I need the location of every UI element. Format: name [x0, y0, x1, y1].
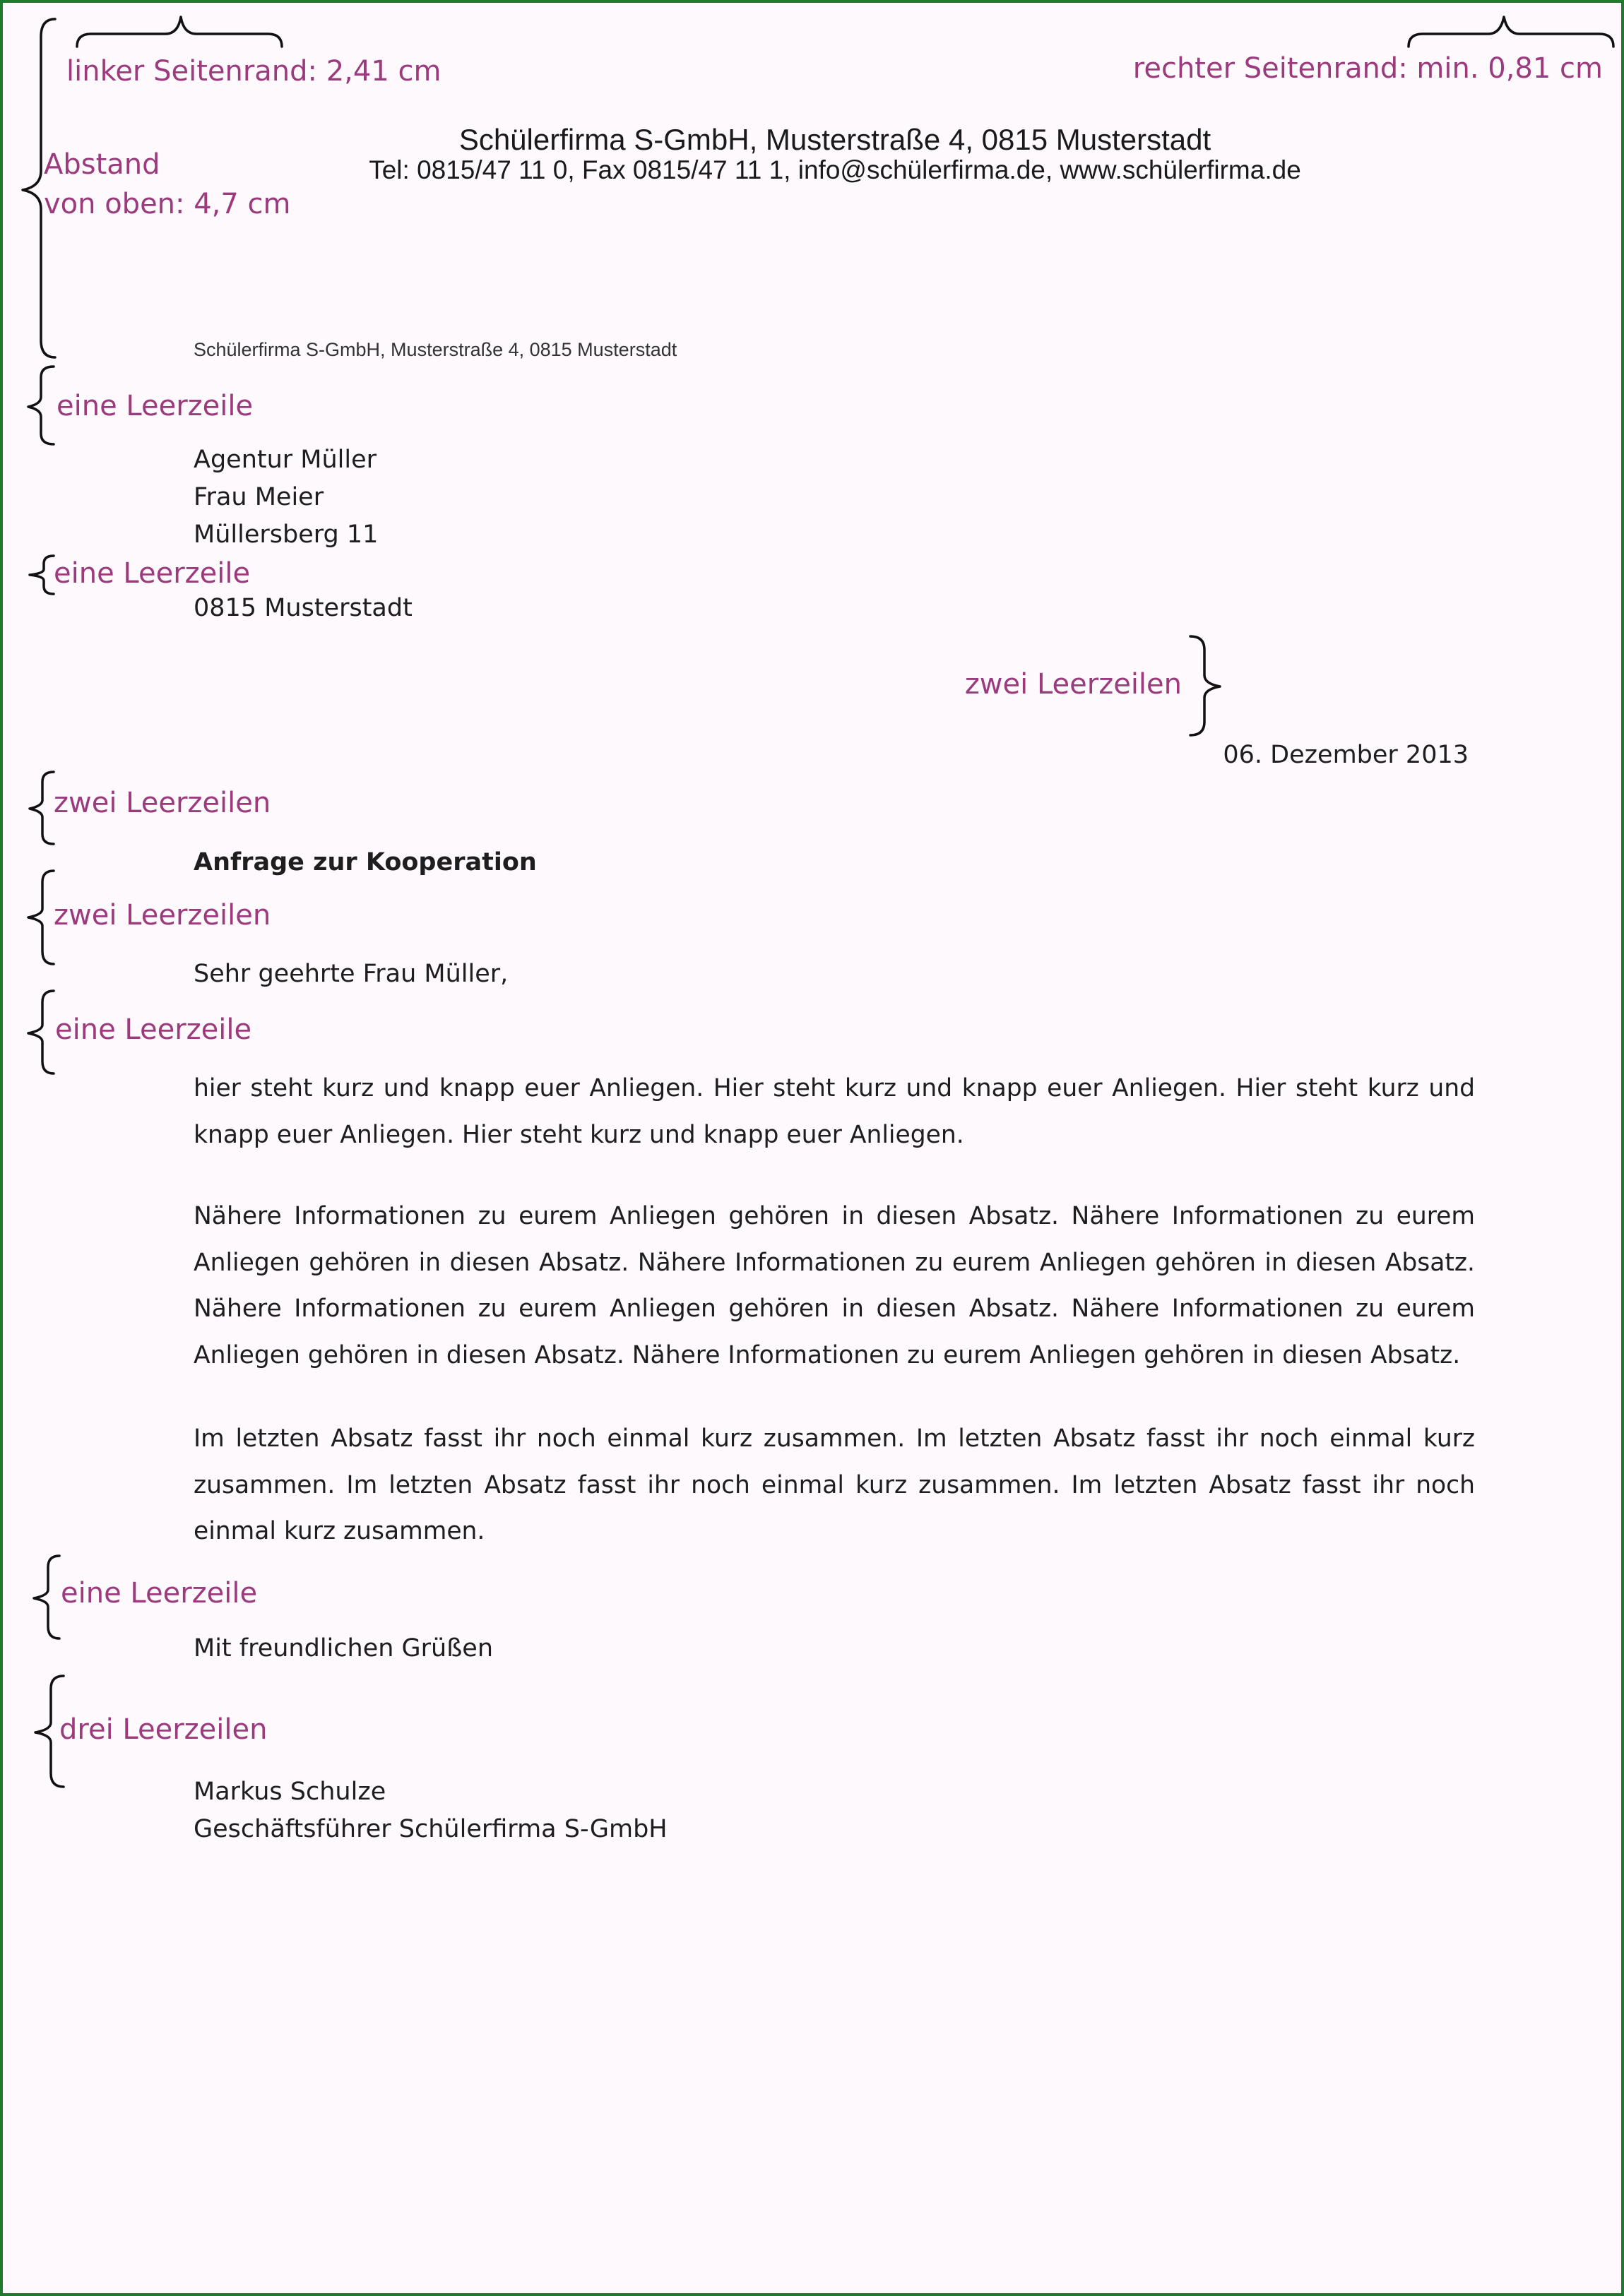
gap-label-before-date: zwei Leerzeilen: [964, 668, 1182, 701]
letter-salutation: Sehr geehrte Frau Müller,: [194, 960, 509, 988]
top-distance-annotation-line1: Abstand: [44, 148, 160, 181]
right-margin-brace: [1405, 11, 1617, 50]
gap-label-before-signature: drei Leerzeilen: [59, 1713, 268, 1746]
letterhead-company-line: Schülerfirma S-GmbH, Musterstraße 4, 0815 Musterstadt: [458, 123, 1211, 156]
gap-brace: [28, 1553, 64, 1641]
gap-brace: [23, 363, 58, 448]
letter-date: 06. Dezember 2013: [1223, 741, 1469, 769]
letterhead-contact-line: Tel: 0815/47 11 0, Fax 0815/47 11 1, info@schülerfirma.de, www.schülerfirma.de: [369, 155, 1301, 184]
signature-title: Geschäftsführer Schülerfirma S-GmbH: [194, 1815, 668, 1843]
gap-brace: [1186, 633, 1228, 739]
body-paragraph-2: Nähere Informationen zu eurem Anliegen gehören in diesen Absatz. Nähere Informationen zu eurem Anliegen gehören in diesen Absatz. Nähere Informationen zu eurem Anliegen gehören in diesen Absatz. Nähere Informationen zu eurem Anliegen gehören in diesen Absatz. Nähere Informationen zu eurem Anliegen gehören in diesen Absatz. Nähere Informationen zu eurem Anliegen gehören in diesen Absatz.: [194, 1202, 1475, 1369]
gap-label-after-subject: zwei Leerzeilen: [54, 899, 271, 932]
recipient-company: Agentur Müller: [194, 446, 377, 474]
gap-brace: [23, 868, 58, 967]
gap-brace: [23, 769, 58, 847]
sender-return-line: Schülerfirma S-GmbH, Musterstraße 4, 0815 Musterstadt: [194, 339, 677, 360]
letter-subject: Anfrage zur Kooperation: [194, 848, 537, 876]
gap-label-in-address: eine Leerzeile: [54, 557, 251, 590]
body-paragraph-3: Im letzten Absatz fasst ihr noch einmal kurz zusammen. Im letzten Absatz fasst ihr noch einmal kurz zusammen. Im letzten Absatz fasst ihr noch einmal kurz zusammen. Im letzten Absatz fasst ihr noch einmal kurz zusammen.: [194, 1424, 1475, 1545]
recipient-person: Frau Meier: [194, 483, 324, 511]
gap-brace: [23, 988, 58, 1076]
right-margin-annotation: rechter Seitenrand: min. 0,81 cm: [1132, 52, 1603, 85]
gap-label-after-sender: eine Leerzeile: [57, 390, 254, 422]
letter-closing: Mit freundlichen Grüßen: [194, 1634, 493, 1662]
left-margin-annotation: linker Seitenrand: 2,41 cm: [66, 55, 441, 88]
body-paragraph-1: hier steht kurz und knapp euer Anliegen. Hier steht kurz und knapp euer Anliegen. Hier steht kurz und knapp euer Anliegen. Hier steht kurz und knapp euer Anliegen.: [194, 1074, 1475, 1149]
recipient-city: 0815 Musterstadt: [194, 594, 413, 622]
recipient-street: Müllersberg 11: [194, 521, 379, 549]
gap-brace: [23, 554, 58, 596]
gap-label-after-date: zwei Leerzeilen: [54, 787, 271, 819]
gap-label-before-closing: eine Leerzeile: [61, 1577, 258, 1610]
gap-label-after-salutation: eine Leerzeile: [55, 1013, 252, 1046]
signature-name: Markus Schulze: [194, 1778, 386, 1806]
top-distance-annotation-line2: von oben: 4,7 cm: [44, 188, 291, 220]
left-margin-brace: [73, 11, 285, 50]
